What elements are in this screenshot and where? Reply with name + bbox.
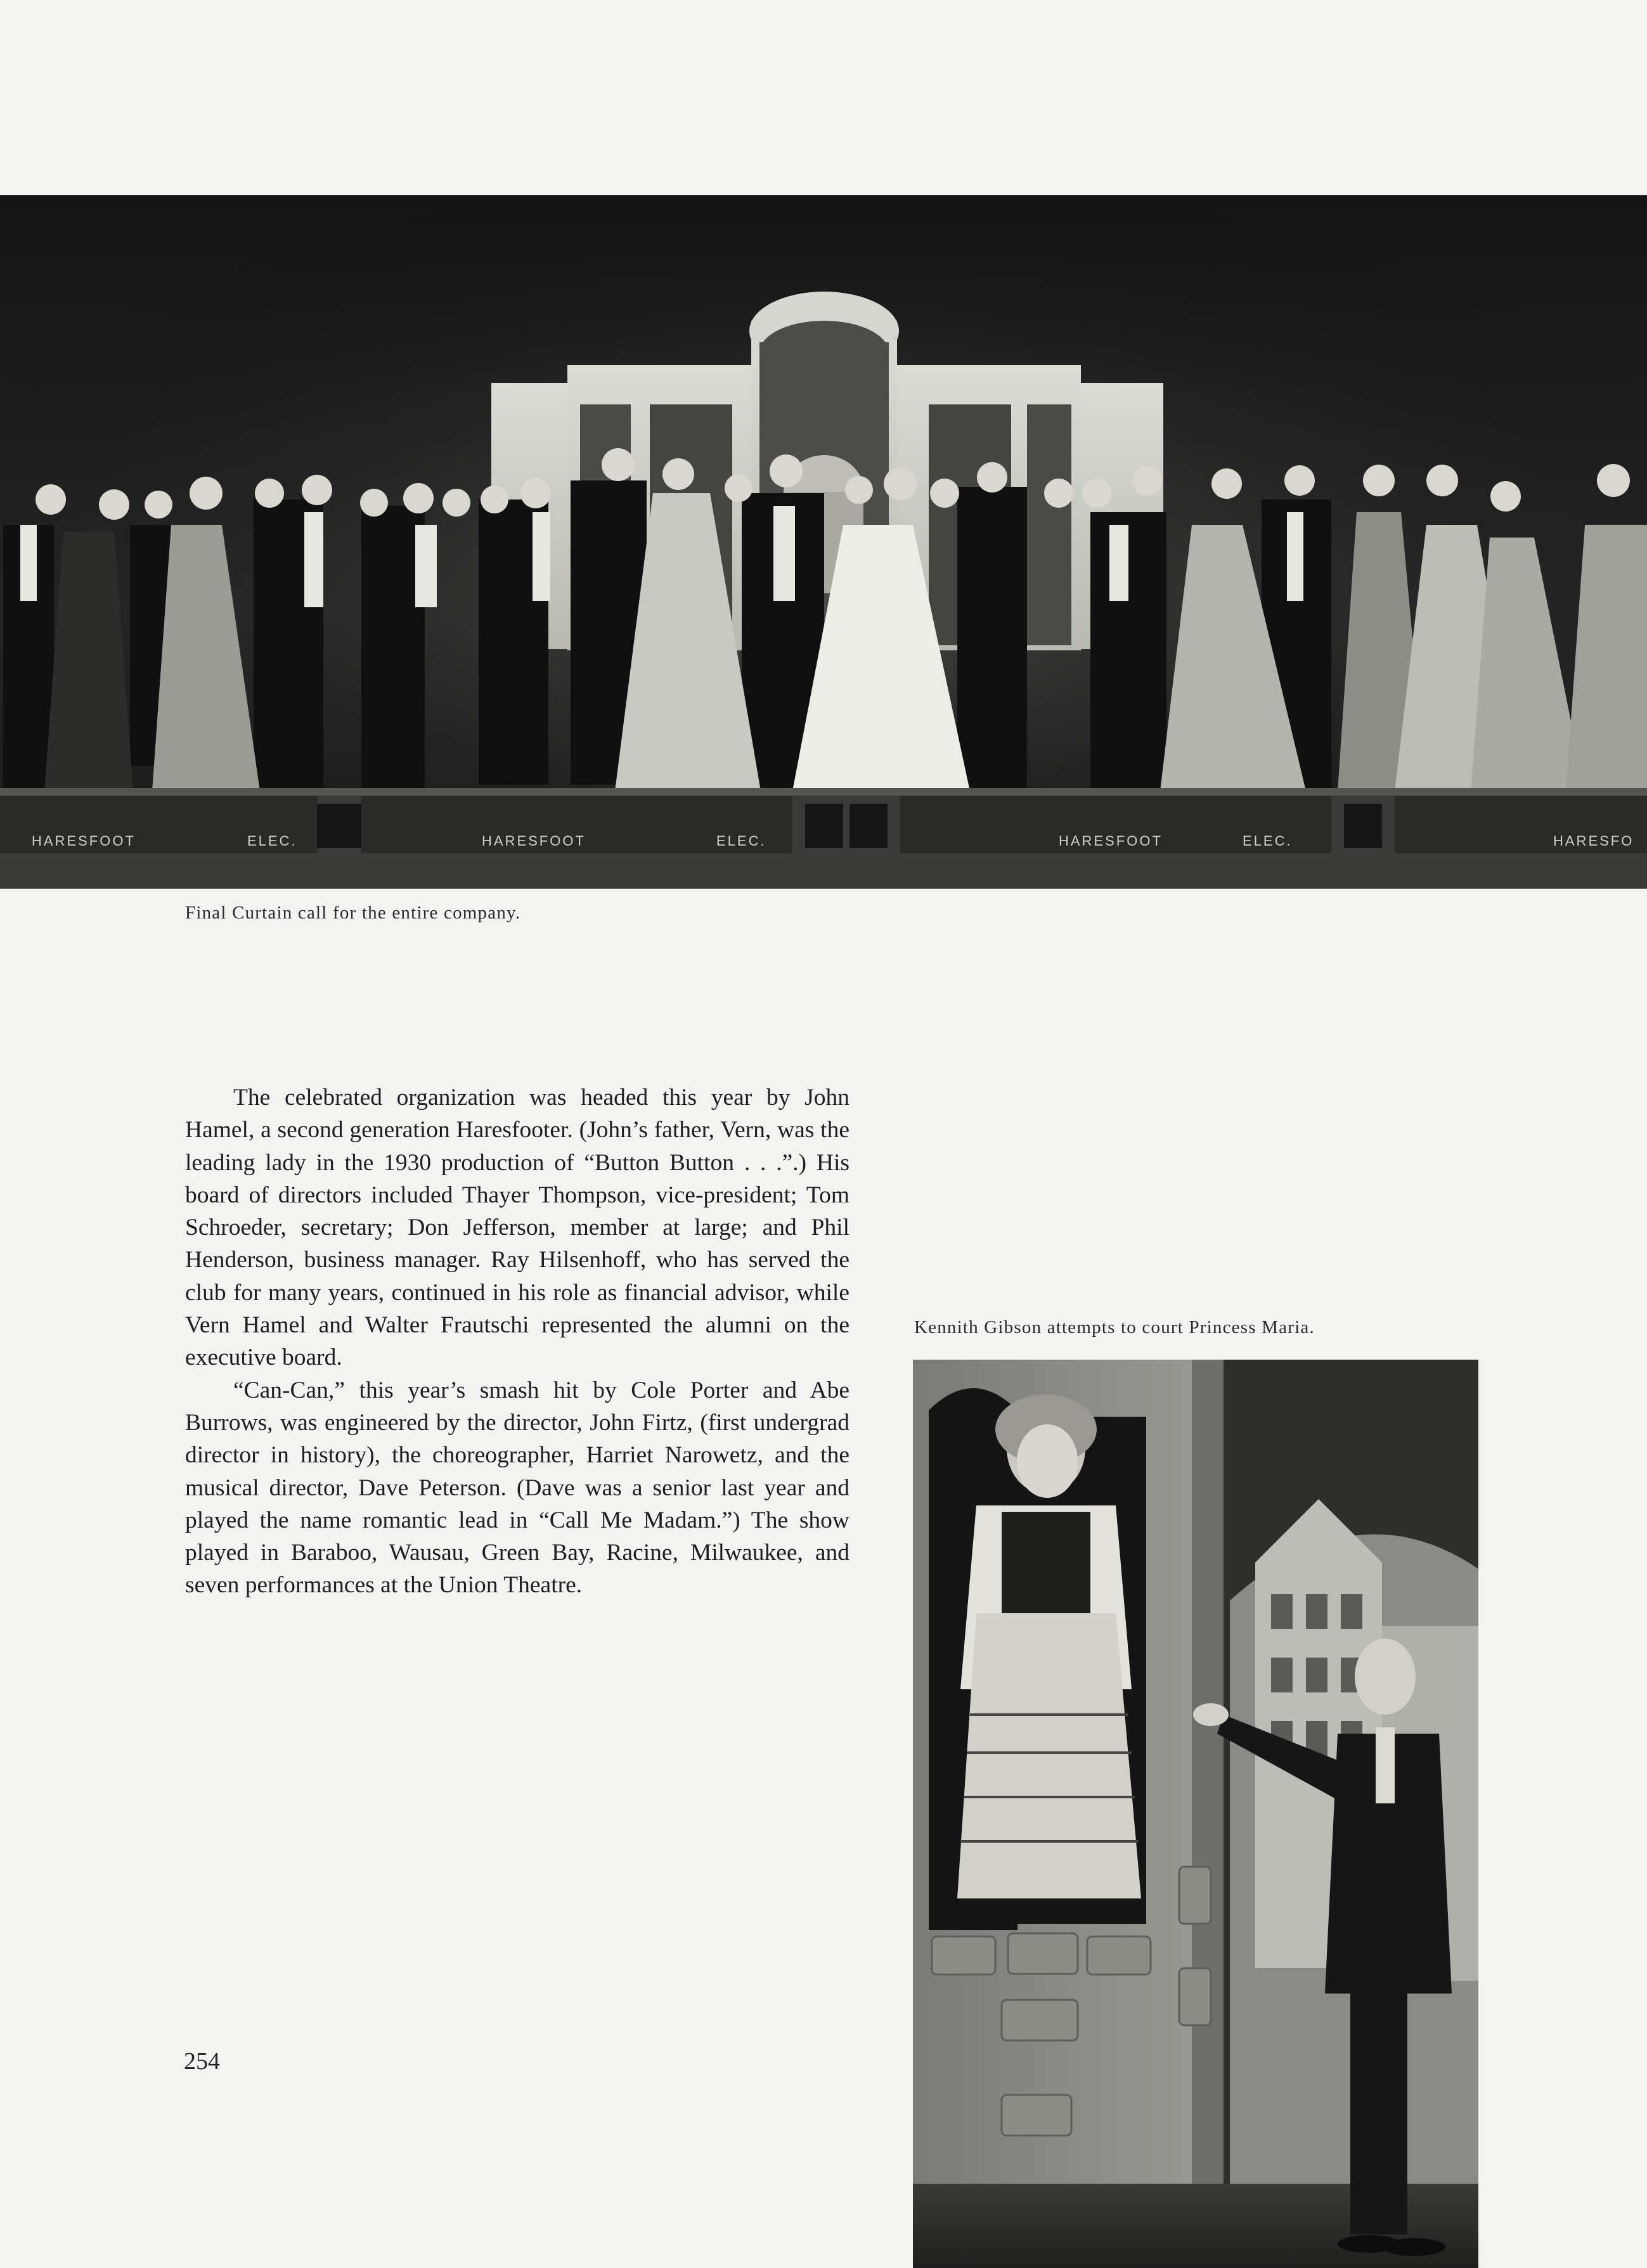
footlight-label: HARESFO <box>1553 833 1634 849</box>
curtain-call-image <box>0 195 1647 889</box>
curtain-call-caption: Final Curtain call for the entire company. <box>185 903 521 923</box>
page-number: 254 <box>184 2048 220 2075</box>
footlight-label: ELEC. <box>716 833 766 849</box>
court-scene-photo <box>913 1360 1478 2268</box>
curtain-call-photo <box>0 195 1647 889</box>
footlight-label: ELEC. <box>247 833 297 849</box>
footlight-label: ELEC. <box>1243 833 1293 849</box>
footlight-label: HARESFOOT <box>1059 833 1163 849</box>
court-scene-caption: Kennith Gibson attempts to court Princess Maria. <box>914 1317 1315 1337</box>
paragraph-1: The celebrated organization was headed this year by John Hamel, a second generation Haresfooter. (John’s father, Vern, was the leading lady in the 1930 production of “Button Button . . .”.) His board of directors included Thayer Thompson, vice-president; Tom Schroeder, secretary; Don Jefferson, member at large; and Phil Henderson, business manager. Ray Hilsenhoff, who has served the club for many years, continued in his role as financial advisor, while Vern Hamel and Walter Frautschi represented the alumni on the executive board. <box>185 1085 849 1371</box>
article-body <box>185 1081 849 1602</box>
footlight-label: HARESFOOT <box>482 833 586 849</box>
paragraph-2: “Can-Can,” this year’s smash hit by Cole Porter and Abe Burrows, was engineered by the director, John Firtz, (first undergrad director in history), the choreographer, Harriet Narowetz, and the musical director, Dave Peterson. (Dave was a senior last year and played the name romantic lead in “Call Me Madam.”) The show played in Baraboo, Wausau, Green Bay, Racine, Milwaukee, and seven performances at the Union Theatre. <box>185 1377 849 1599</box>
footlight-label: HARESFOOT <box>32 833 136 849</box>
court-scene-image <box>913 1360 1478 2268</box>
